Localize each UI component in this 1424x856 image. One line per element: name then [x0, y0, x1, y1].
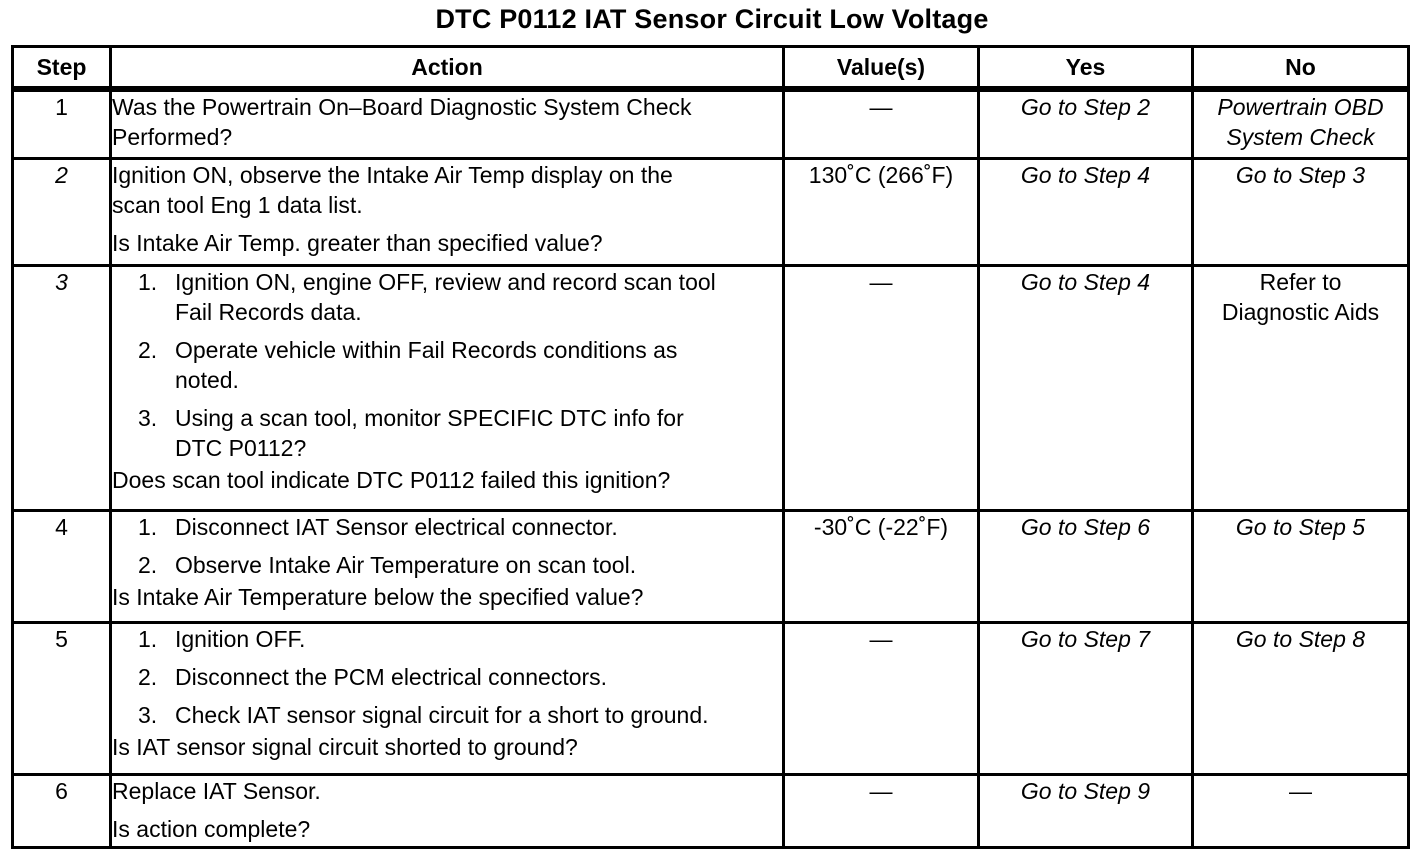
- substep: [112, 267, 782, 327]
- action-cell: [111, 265, 784, 510]
- action-text: Replace IAT Sensor.: [112, 777, 321, 804]
- substep-text: Observe Intake Air Temperature on scan tool.: [175, 551, 637, 578]
- action-text: Was the Powertrain On–Board Diagnostic System Check: [112, 94, 692, 120]
- substep: [112, 512, 782, 542]
- action-cell: [111, 774, 784, 847]
- value-cell: —: [784, 622, 979, 774]
- table-row: [13, 774, 1409, 847]
- action-cell: [111, 510, 784, 622]
- question-text: Is action complete?: [112, 815, 311, 842]
- substep-list: [112, 624, 782, 730]
- substep: [112, 550, 782, 580]
- no-text: Go to Step 5: [1235, 513, 1366, 540]
- yes-cell: [979, 774, 1193, 847]
- value-cell: 130˚C (266˚F): [784, 158, 979, 265]
- no-cell: [1193, 622, 1409, 774]
- no-text: System Check: [1226, 124, 1375, 150]
- yes-text: Go to Step 7: [1020, 625, 1151, 652]
- yes-text: Go to Step 2: [1020, 94, 1151, 120]
- yes-text: Go to Step 4: [1020, 268, 1151, 295]
- substep-list: [112, 267, 782, 463]
- question-text: Is Intake Air Temperature below the specified value?: [112, 583, 644, 610]
- substep-text: Disconnect the PCM electrical connectors.: [175, 663, 608, 690]
- substep: [112, 403, 782, 463]
- page-title: DTC P0112 IAT Sensor Circuit Low Voltage: [435, 4, 989, 34]
- substep-text: DTC P0112?: [175, 434, 307, 461]
- header-yes: Yes: [979, 47, 1193, 90]
- table-row: [13, 89, 1409, 158]
- step-number: 6: [13, 774, 111, 847]
- step-number: 2: [13, 158, 111, 265]
- value-cell: —: [784, 89, 979, 158]
- substep-number: 2.: [138, 663, 158, 690]
- yes-cell: [979, 622, 1193, 774]
- table-row: [13, 510, 1409, 622]
- no-cell: [1193, 158, 1409, 265]
- yes-text: Go to Step 6: [1020, 513, 1151, 540]
- substep: [112, 624, 782, 654]
- no-cell: [1193, 510, 1409, 622]
- substep-text: Operate vehicle within Fail Records conditions as: [175, 336, 678, 363]
- value-cell: —: [784, 265, 979, 510]
- substep-text: noted.: [175, 366, 239, 393]
- table-row: [13, 622, 1409, 774]
- question-text: Is IAT sensor signal circuit shorted to ground?: [112, 733, 578, 760]
- header-action: Action: [111, 47, 784, 90]
- substep: [112, 662, 782, 692]
- action-cell: [111, 158, 784, 265]
- substep-text: Using a scan tool, monitor SPECIFIC DTC info for: [175, 404, 684, 431]
- header-values: Value(s): [784, 47, 979, 90]
- no-text: Diagnostic Aids: [1221, 298, 1380, 325]
- value-cell: —: [784, 774, 979, 847]
- table-row: [13, 158, 1409, 265]
- header-no: No: [1193, 47, 1409, 90]
- step-number: 5: [13, 622, 111, 774]
- yes-cell: [979, 510, 1193, 622]
- step-number: 1: [13, 89, 111, 158]
- substep-text: Ignition ON, engine OFF, review and record scan tool: [175, 268, 716, 295]
- substep-list: [112, 512, 782, 580]
- substep-number: 3.: [138, 701, 158, 728]
- no-text: Refer to: [1259, 268, 1342, 295]
- substep-number: 2.: [138, 551, 158, 578]
- yes-text: Go to Step 4: [1020, 161, 1151, 188]
- substep-number: 1.: [138, 513, 158, 540]
- no-text: Powertrain OBD: [1217, 94, 1384, 120]
- substep-text: Ignition OFF.: [175, 625, 306, 652]
- diagnostic-table: [11, 45, 1410, 849]
- yes-cell: [979, 89, 1193, 158]
- action-cell: [111, 89, 784, 158]
- question-text: Is Intake Air Temp. greater than specified value?: [112, 229, 603, 256]
- no-cell: [1193, 265, 1409, 510]
- substep-number: 1.: [138, 268, 158, 295]
- action-text: Ignition ON, observe the Intake Air Temp display on the: [112, 161, 673, 188]
- no-cell: —: [1193, 774, 1409, 847]
- action-cell: [111, 622, 784, 774]
- no-text: Go to Step 3: [1235, 161, 1366, 188]
- step-number: 4: [13, 510, 111, 622]
- yes-cell: [979, 265, 1193, 510]
- yes-cell: [979, 158, 1193, 265]
- substep: [112, 700, 782, 730]
- question-text: Does scan tool indicate DTC P0112 failed this ignition?: [112, 466, 671, 493]
- no-cell: [1193, 89, 1409, 158]
- action-text: scan tool Eng 1 data list.: [112, 191, 363, 218]
- substep-text: Disconnect IAT Sensor electrical connector.: [175, 513, 618, 540]
- substep-number: 2.: [138, 336, 158, 363]
- substep-text: Fail Records data.: [175, 298, 362, 325]
- no-text: Go to Step 8: [1235, 625, 1366, 652]
- header-row: [13, 47, 1409, 90]
- action-text: Performed?: [112, 124, 233, 150]
- yes-text: Go to Step 9: [1020, 777, 1151, 804]
- substep-number: 3.: [138, 404, 158, 431]
- header-step: Step: [13, 47, 111, 90]
- step-number: 3: [13, 265, 111, 510]
- table-row: [13, 265, 1409, 510]
- substep: [112, 335, 782, 395]
- substep-number: 1.: [138, 625, 158, 652]
- value-cell: -30˚C (-22˚F): [784, 510, 979, 622]
- substep-text: Check IAT sensor signal circuit for a short to ground.: [175, 701, 709, 728]
